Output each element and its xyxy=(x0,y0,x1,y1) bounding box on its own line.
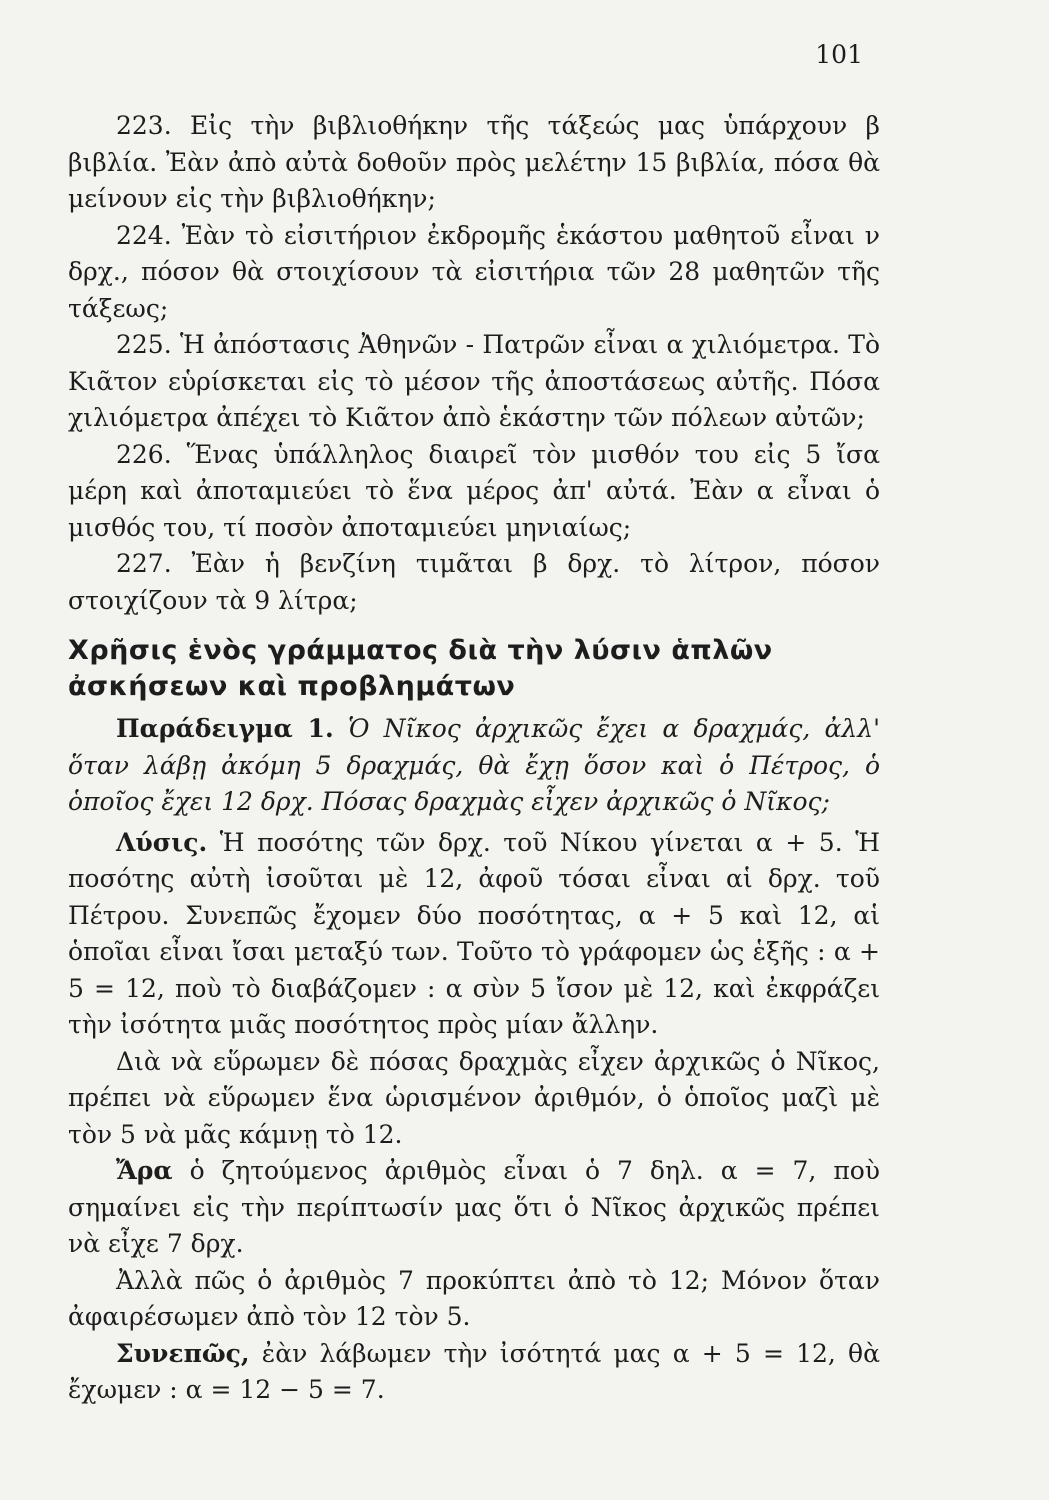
solution xyxy=(68,825,880,1044)
example-text: Ὁ Νῖκος ἀρχικῶς ἔχει α δραχμάς, ἀλλ' ὅταν λάβῃ ἀκόμη 5 δραχμάς, θὰ ἔχῃ ὅσον καὶ ὁ Πέτρος, ὁ ὁποῖος ἔχει 12 δρχ. Πόσας δραχμὰς εἶχεν ἀρχικῶς ὁ Νῖκος; xyxy=(68,714,880,816)
problem-223: 223. Εἰς τὴν βιβλιοθήκην τῆς τάξεώς μας ὑπάρχουν β βιβλία. Ἐὰν ἀπὸ αὐτὰ δοθοῦν πρὸς μελέτην 15 βιβλία, πόσα θὰ μείνουν εἰς τὴν βιβλιοθήκην; xyxy=(68,111,880,213)
example-1 xyxy=(68,711,880,821)
problem-226: 226. Ἕνας ὑπάλληλος διαιρεῖ τὸν μισθόν του εἰς 5 ἴσα μέρη καὶ ἀποταμιεύει τὸ ἕνα μέρος ἀπ' αὐτά. Ἐὰν α εἶναι ὁ μισθός του, τί ποσὸν ἀποταμιεύει μηνιαίως; xyxy=(68,439,880,542)
paragraph-synepos xyxy=(68,1336,880,1409)
section-heading: Χρῆσις ἑνὸς γράμματος διὰ τὴν λύσιν ἁπλῶν ἀσκήσεων καὶ προβλημάτων xyxy=(68,635,773,702)
page-body xyxy=(68,108,880,1409)
synepos-text: ἐὰν λάβωμεν τὴν ἰσότητά μας α + 5 = 12, θὰ ἔχωμεν : α = 12 − 5 = 7. xyxy=(68,1338,880,1404)
synepos-label: Συνεπῶς, xyxy=(116,1338,250,1368)
problem-225: 225. Ἡ ἀπόστασις Ἀθηνῶν - Πατρῶν εἶναι α χιλιόμετρα. Τὸ Κιᾶτον εὑρίσκεται εἰς τὸ μέσον τῆς ἀποστάσεως αὐτῆς. Πόσα χιλιόμετρα ἀπέχει τὸ Κιᾶτον ἀπὸ ἑκάστην τῶν πόλεων αὐτῶν; xyxy=(68,330,880,432)
solution-label: Λύσις. xyxy=(116,827,208,857)
example-label: Παράδειγμα 1. xyxy=(116,714,334,743)
paragraph-alla: Ἀλλὰ πῶς ὁ ἀριθμὸς 7 προκύπτει ἀπὸ τὸ 12; Μόνον ὅταν ἀφαιρέσωμεν ἀπὸ τὸν 12 τὸν 5. xyxy=(68,1265,880,1331)
problem-224: 224. Ἐὰν τὸ εἰσιτήριον ἐκδρομῆς ἑκάστου μαθητοῦ εἶναι ν δρχ., πόσον θὰ στοιχίσουν τὰ εἰσιτήρια τῶν 28 μαθητῶν τῆς τάξεως; xyxy=(68,220,880,323)
ara-text: ὁ ζητούμενος ἀριθμὸς εἶναι ὁ 7 δηλ. α = 7, ποὺ σημαίνει εἰς τὴν περίπτωσίν μας ὅτι ὁ Νῖκος ἀρχικῶς πρέπει νὰ εἶχε 7 δρχ. xyxy=(68,1156,880,1258)
solution-text: Ἡ ποσότης τῶν δρχ. τοῦ Νίκου γίνεται α + 5. Ἡ ποσότης αὐτὴ ἰσοῦται μὲ 12, ἀφοῦ τόσαι εἶναι αἱ δρχ. τοῦ Πέτρου. Συνεπῶς ἔχομεν δύο ποσότητας, α + 5 καὶ 12, αἱ ὁποῖαι εἶναι ἴσαι μεταξύ των. Τοῦτο τὸ γράφομεν ὡς ἑξῆς : α + 5 = 12, ποὺ τὸ διαβάζομεν : α σὺν 5 ἴσον μὲ 12, καὶ ἐκφράζει τὴν ἰσότητα μιᾶς ποσότητος πρὸς μίαν ἄλλην. xyxy=(68,827,880,1039)
paragraph-find: Διὰ νὰ εὕρωμεν δὲ πόσας δραχμὰς εἶχεν ἀρχικῶς ὁ Νῖκος, πρέπει νὰ εὕρωμεν ἕνα ὡρισμένον ἀριθμόν, ὁ ὁποῖος μαζὶ μὲ τὸν 5 νὰ μᾶς κάμνῃ τὸ 12. xyxy=(68,1046,880,1149)
page-number: 101 xyxy=(815,40,863,69)
problem-227: 227. Ἐὰν ἡ βενζίνη τιμᾶται β δρχ. τὸ λίτρον, πόσον στοιχίζουν τὰ 9 λίτρα; xyxy=(68,549,880,615)
ara-label: Ἄρα xyxy=(116,1156,173,1185)
paragraph-ara xyxy=(68,1153,880,1263)
